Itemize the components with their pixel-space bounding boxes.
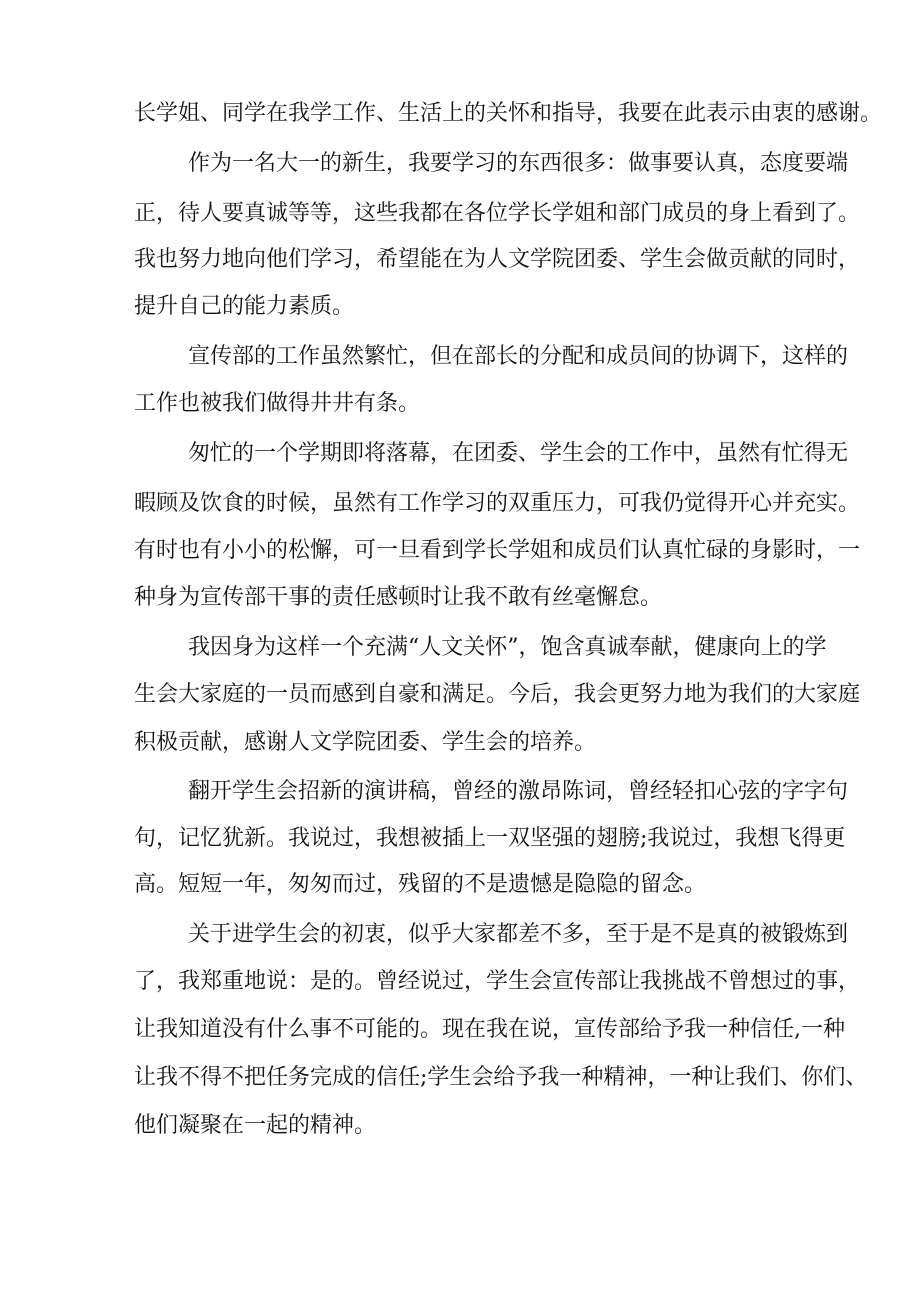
text-line: 种身为宣传部干事的责任感顿时让我不敢有丝毫懈怠。 [134, 585, 663, 610]
text-line: 翻开学生会招新的演讲稿，曾经的激昂陈词，曾经轻扣心弦的字字句 [188, 779, 849, 804]
text-line: 我也努力地向他们学习，希望能在为人文学院团委、学生会做贡献的同时， [134, 247, 861, 272]
text-line: 了，我郑重地说：是的。曾经说过，学生会宣传部让我挑战不曾想过的事， [134, 969, 861, 994]
text-line: 生会大家庭的一员而感到自豪和满足。今后，我会更努力地为我们的大家庭 [134, 682, 861, 707]
text-line: 我因身为这样一个充满“人文关怀”，饱含真诚奉献，健康向上的学 [188, 635, 827, 660]
text-line: 他们凝聚在一起的精神。 [134, 1113, 377, 1138]
text-line: 高。短短一年，匆匆而过，残留的不是遗憾是隐隐的留念。 [134, 872, 707, 897]
text-line: 正，待人要真诚等等，这些我都在各位学长学姐和部门成员的身上看到了。 [134, 201, 861, 226]
text-line: 提升自己的能力素质。 [134, 294, 355, 319]
text-line: 暇顾及饮食的时候，虽然有工作学习的双重压力，可我仍觉得开心并充实。 [134, 491, 861, 516]
text-line: 工作也被我们做得井井有条。 [134, 391, 421, 416]
text-line: 让我不得不把任务完成的信任;学生会给予我一种精神，一种让我们、你们、 [134, 1065, 868, 1090]
text-line: 关于进学生会的初衷，似乎大家都差不多，至于是不是真的被锻炼到 [188, 922, 849, 947]
text-line: 让我知道没有什么事不可能的。现在我在说，宣传部给予我一种信任,一种 [134, 1017, 845, 1042]
text-line: 积极贡献，感谢人文学院团委、学生会的培养。 [134, 730, 597, 755]
text-line: 句，记忆犹新。我说过，我想被插上一双坚强的翅膀;我说过，我想飞得更 [134, 826, 846, 851]
text-line: 匆忙的一个学期即将落幕，在团委、学生会的工作中，虽然有忙得无 [188, 441, 849, 466]
text-line: 长学姐、同学在我学工作、生活上的关怀和指导，我要在此表示由衷的感谢。 [134, 101, 883, 126]
text-line: 有时也有小小的松懈，可一旦看到学长学姐和成员们认真忙碌的身影时，一 [134, 538, 861, 563]
text-line: 作为一名大一的新生，我要学习的东西很多：做事要认真，态度要端 [188, 151, 849, 176]
text-line: 宣传部的工作虽然繁忙，但在部长的分配和成员间的协调下，这样的 [188, 344, 849, 369]
